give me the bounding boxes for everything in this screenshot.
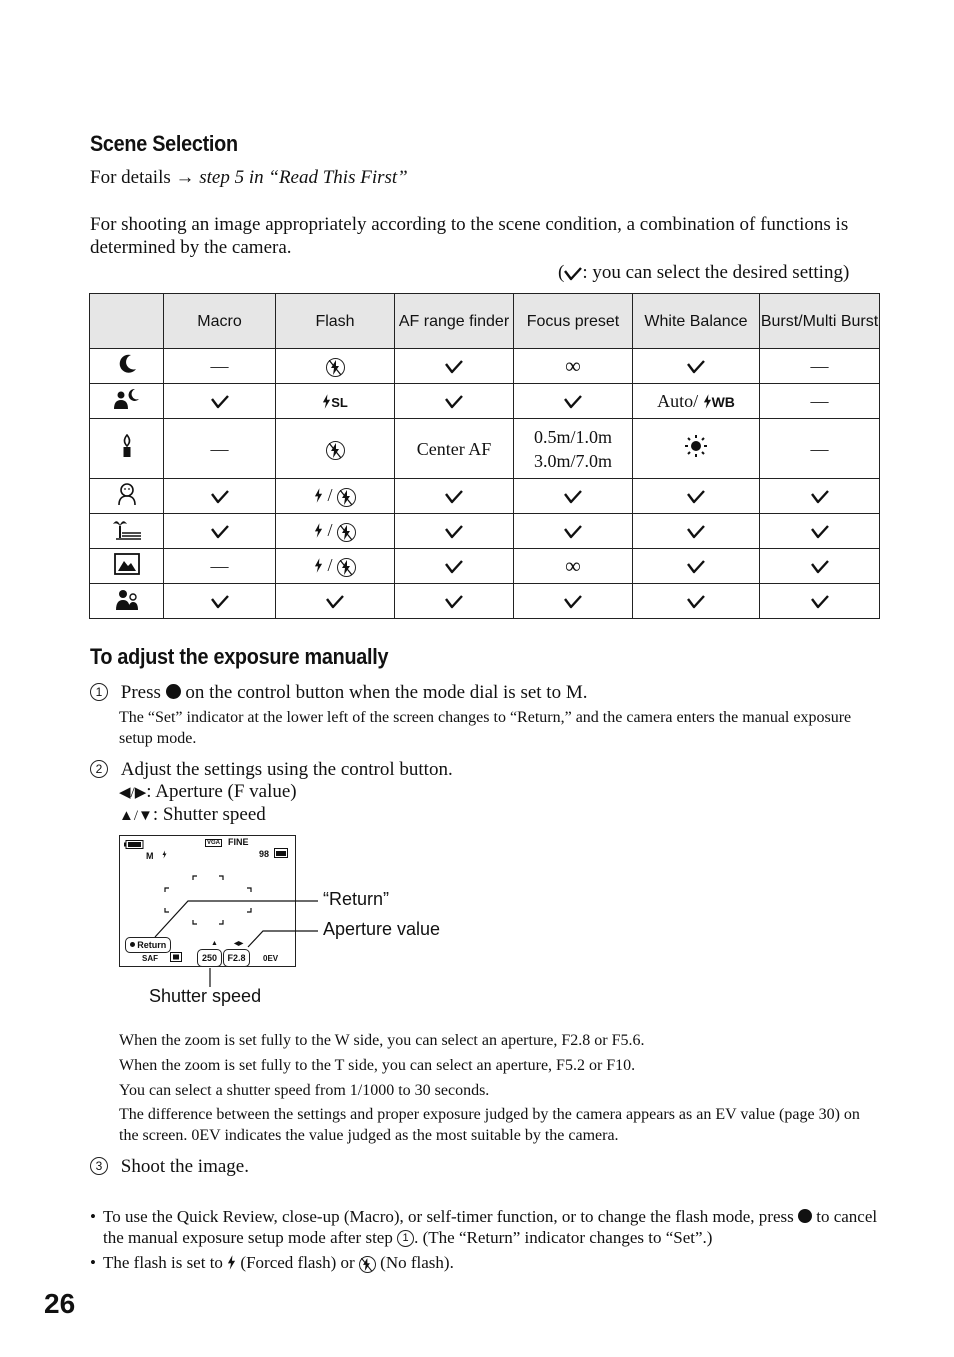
step-number-1: 1 (90, 683, 108, 701)
flash-wb-icon: WB (703, 394, 735, 410)
image-size-indicator: VGA (207, 840, 221, 846)
return-label: Return (137, 940, 167, 950)
header-flash: Flash (276, 294, 395, 349)
center-button-icon (798, 1209, 812, 1223)
header-white-balance: White Balance (633, 294, 760, 349)
bullet-2-text-c: (No flash). (380, 1253, 454, 1272)
bullet-1-text-b: to cancel the manual exposure setup mode after step (103, 1207, 878, 1247)
step-3 (90, 1155, 249, 1178)
legend-note: ( : you can select the desired setting) (558, 262, 850, 283)
slash: / (327, 485, 333, 506)
step-1-text-b: on the control button when the mode dial is set to M. (185, 682, 588, 703)
details-link-text[interactable]: step 5 in “Read This First” (199, 167, 408, 188)
af-mode-indicator: SAF (142, 954, 158, 963)
no-flash-icon (359, 1256, 376, 1273)
bullet-note-1 (90, 1206, 880, 1248)
callout-shutter-speed: Shutter speed (149, 986, 262, 1006)
header-macro: Macro (164, 294, 276, 349)
header-burst: Burst/Multi Burst (760, 294, 880, 349)
aperture-value: F2.8 (223, 949, 250, 967)
callout-return: “Return” (323, 889, 390, 909)
table-cell: ∞ (514, 549, 633, 584)
quality-indicator: FINE (228, 837, 249, 847)
table-cell: — (164, 549, 276, 584)
bullet-1-text-c: . (The “Return” indicator changes to “Set”.) (414, 1228, 713, 1247)
up-down-arrows-icon: ▲/▼ (119, 808, 153, 824)
exposure-note-1: When the zoom is set fully to the W side, you can select an aperture, F2.8 or F5.6. (119, 1032, 645, 1049)
legend-note-text: : you can select the desired setting) (582, 262, 850, 283)
ev-value: 0EV (263, 954, 279, 963)
bullet-dot: • (90, 1253, 96, 1272)
remaining-shots: 98 (259, 849, 270, 859)
table-cell: — (760, 384, 880, 419)
aperture-instruction-text: : Aperture (F value) (146, 781, 297, 802)
step-1-note: The “Set” indicator at the lower left of the screen changes to “Return,” and the camera enters the manual exposure setup mode. (119, 709, 852, 747)
shutter-speed-value: 250 (197, 949, 222, 967)
table-cell: — (164, 419, 276, 479)
scene-intro: For shooting an image appropriately according to the scene condition, a combination of functions is determined by the camera. (90, 214, 849, 258)
table-cell: Center AF (395, 419, 514, 479)
exposure-note-2: When the zoom is set fully to the T side, you can select an aperture, F5.2 or F10. (119, 1057, 636, 1074)
step-number-2: 2 (90, 760, 108, 778)
step-ref-1: 1 (397, 1230, 414, 1247)
header-focus-preset: Focus preset (514, 294, 633, 349)
left-right-arrow-icon: ◀▶ (234, 941, 244, 947)
table-cell: ∞ (514, 349, 633, 384)
step-3-text: Shoot the image. (120, 1156, 249, 1177)
details-prefix: For details (90, 167, 171, 188)
slash: / (327, 520, 333, 541)
focus-distance-1: 0.5m/1.0m (533, 426, 612, 447)
scene-selection-heading: Scene Selection (90, 131, 238, 156)
exposure-heading: To adjust the exposure manually (90, 644, 389, 669)
bullet-2-text-b: (Forced flash) or (240, 1253, 355, 1272)
slow-sync-flash-icon: SL (322, 395, 348, 410)
table-cell: — (760, 349, 880, 384)
bullet-dot: • (90, 1207, 96, 1226)
auto-label: Auto/ (657, 390, 699, 411)
slash: / (327, 555, 333, 576)
exposure-note-3: You can select a shutter speed from 1/1000 to 30 seconds. (119, 1082, 490, 1099)
table-cell: — (760, 419, 880, 479)
page-number: 26 (44, 1288, 76, 1319)
mode-indicator: M (146, 851, 154, 861)
callout-aperture-value: Aperture value (323, 919, 441, 939)
step-1-text-a: Press (120, 682, 161, 703)
exposure-note-4: The difference between the settings and proper exposure judged by the camera appears as an EV value (page 30) on the screen. 0EV indicates the value judged as the most suitable by the camera. (119, 1106, 860, 1144)
step-number-3: 3 (90, 1157, 108, 1175)
left-right-arrows-icon: ◀/▶ (119, 785, 147, 801)
step-2-text: Adjust the settings using the control button. (120, 759, 453, 780)
forced-flash-icon (227, 1255, 236, 1270)
arrow-right-icon: → (175, 167, 200, 188)
up-arrow-icon: ▲ (211, 940, 218, 947)
bullet-2-text-a: The flash is set to (103, 1253, 223, 1272)
header-af-range-finder: AF range finder (395, 294, 514, 349)
bullet-1-text-a: To use the Quick Review, close-up (Macro), or self-timer function, or to change the flash mode, press (103, 1207, 794, 1226)
table-cell: — (164, 349, 276, 384)
focus-distance-2: 3.0m/7.0m (533, 450, 612, 471)
bullet-note-2 (90, 1252, 880, 1273)
shutter-instruction-text: : Shutter speed (152, 804, 266, 825)
